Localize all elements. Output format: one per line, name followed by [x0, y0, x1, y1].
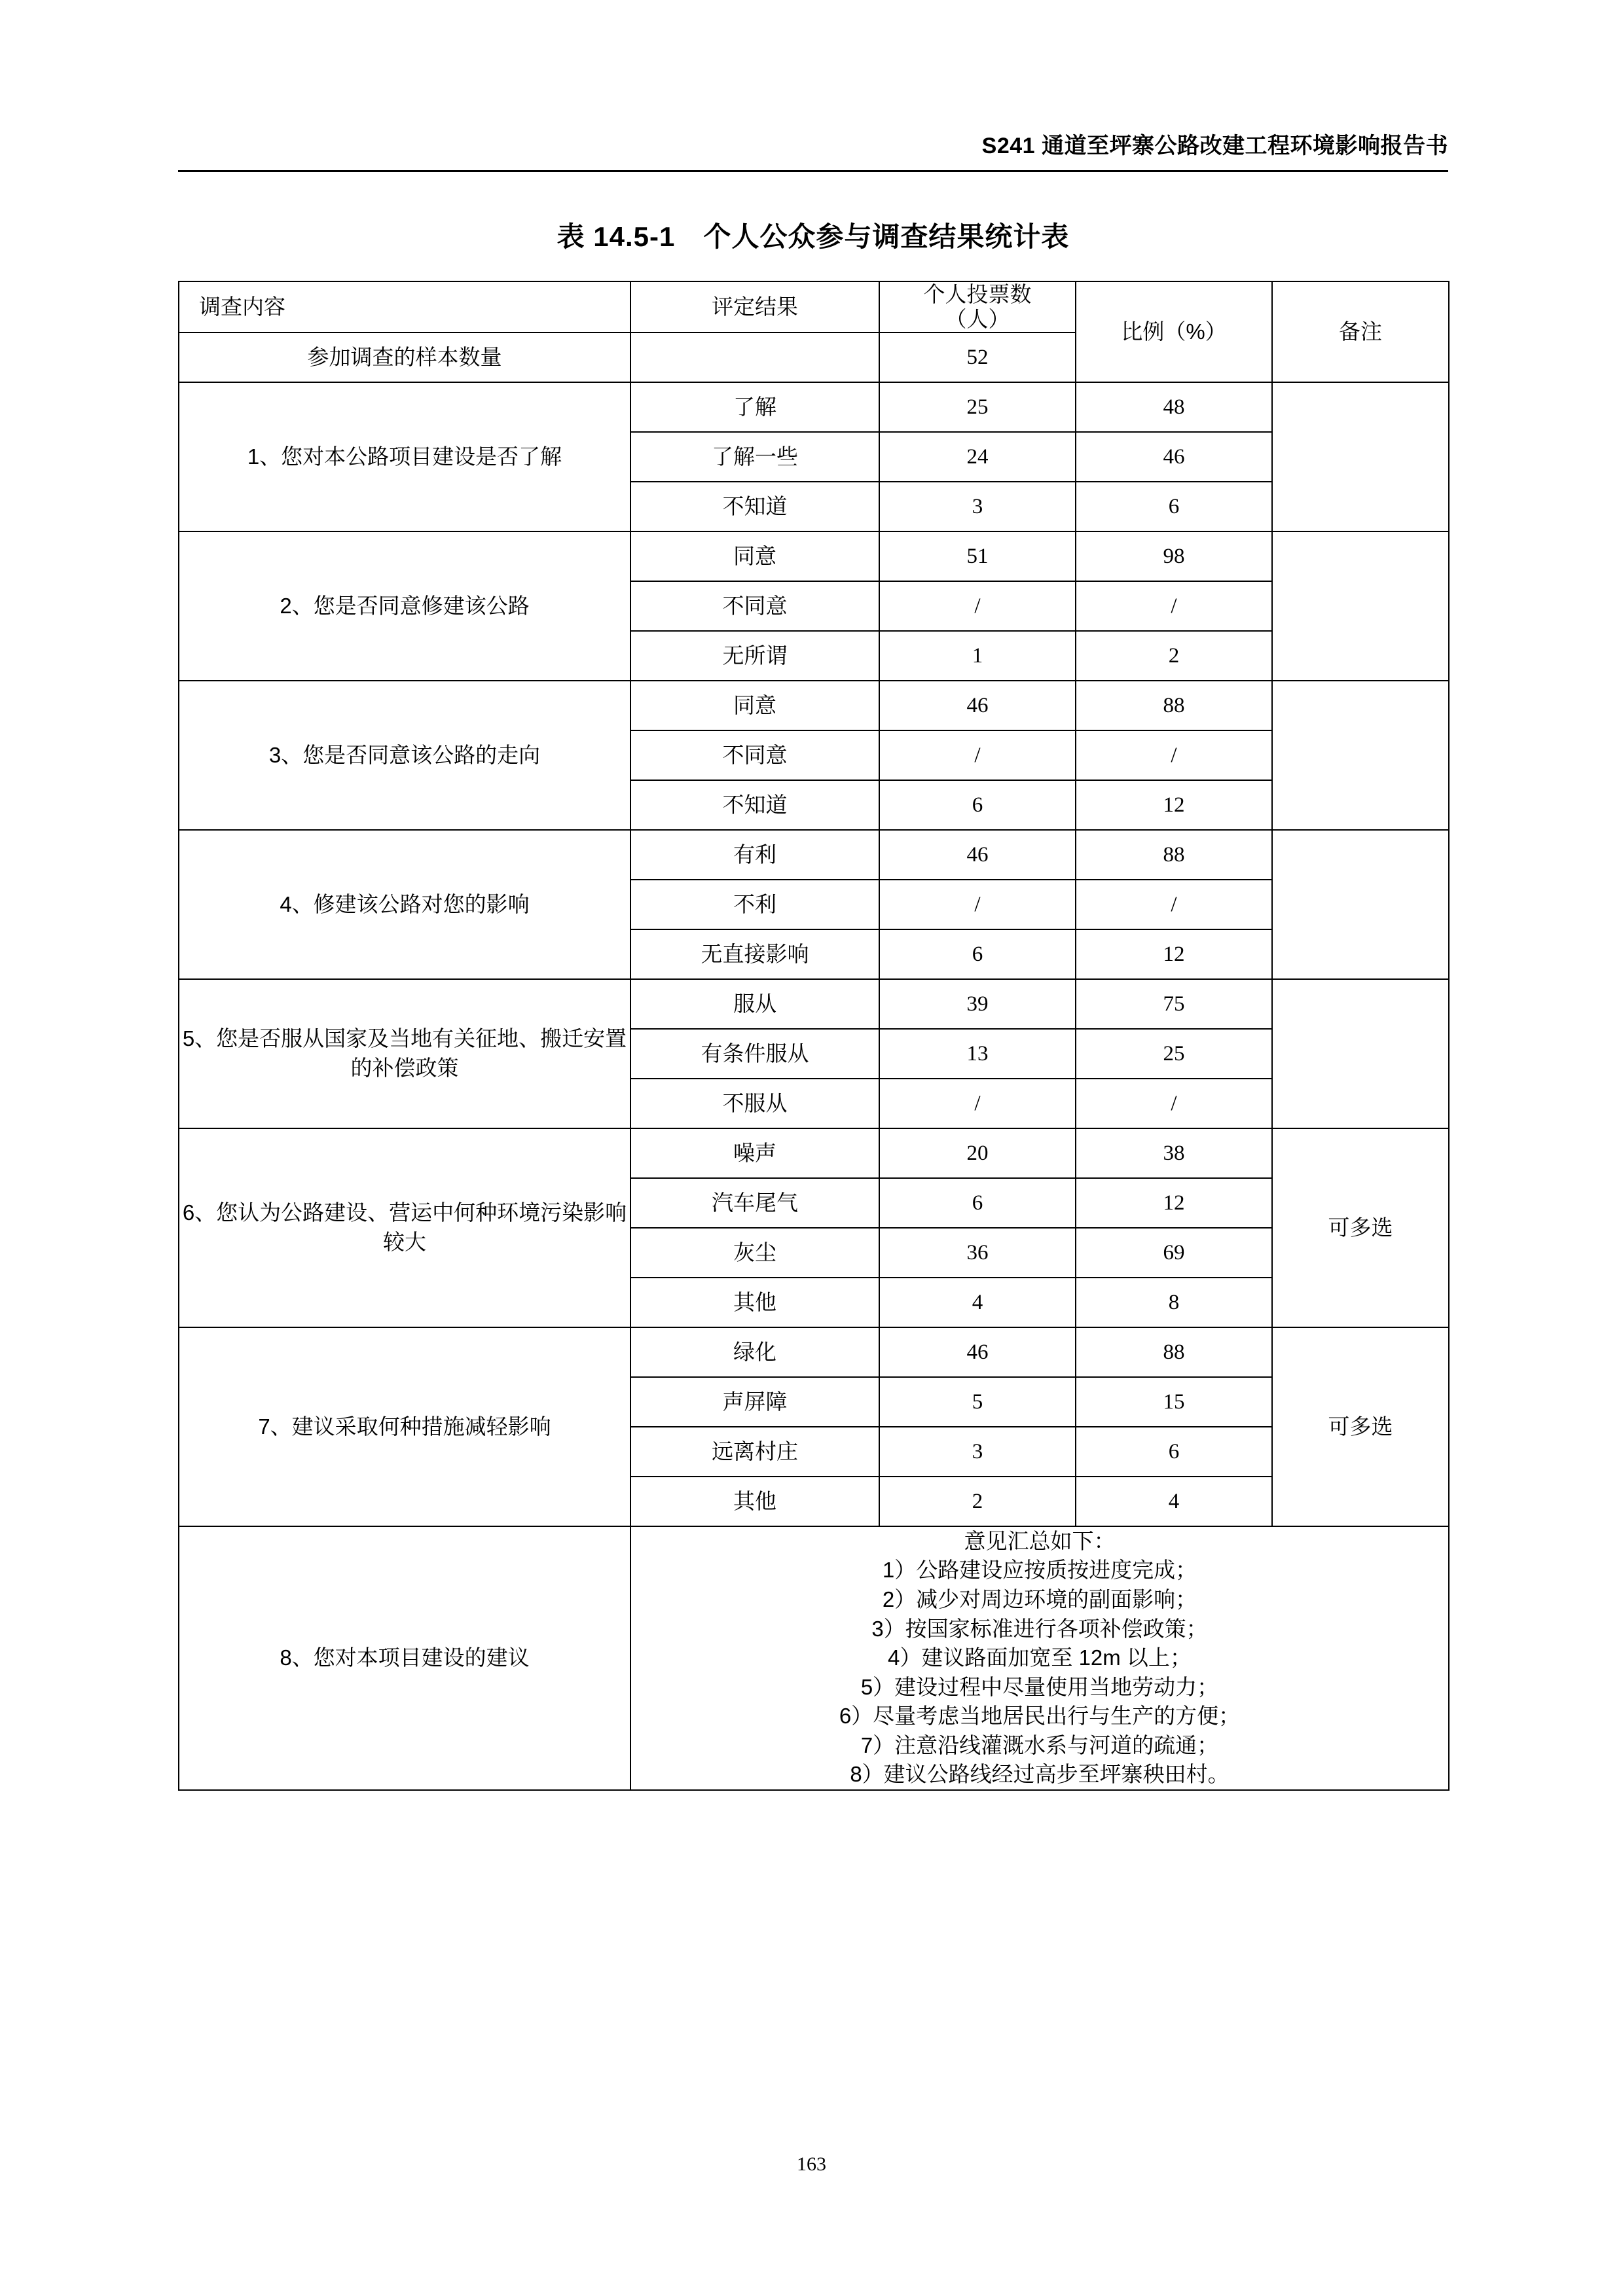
option-result: 了解一些: [630, 432, 879, 482]
option-result: 不服从: [630, 1079, 879, 1128]
question-note: [1272, 830, 1449, 979]
suggestion-line: 1）公路建设应按质按进度完成；: [882, 1558, 1197, 1583]
option-result: 汽车尾气: [630, 1178, 879, 1228]
option-votes: 4: [879, 1278, 1076, 1327]
option-ratio: /: [1076, 730, 1272, 780]
option-ratio: 48: [1076, 382, 1272, 432]
option-votes: 46: [879, 681, 1076, 730]
table-row: [179, 681, 1449, 730]
table-row: [179, 531, 1449, 581]
sample-size-votes: 52: [879, 332, 1076, 382]
option-ratio: 88: [1076, 830, 1272, 880]
header-divider: [178, 170, 1448, 172]
question-note: 可多选: [1272, 1327, 1449, 1526]
option-result: 噪声: [630, 1128, 879, 1178]
table-row: [179, 1128, 1449, 1178]
option-votes: 6: [879, 929, 1076, 979]
option-ratio: 4: [1076, 1477, 1272, 1526]
option-ratio: 88: [1076, 681, 1272, 730]
option-result: 灰尘: [630, 1228, 879, 1278]
option-ratio: 6: [1076, 482, 1272, 531]
question-label: 7、建议采取何种措施减轻影响: [179, 1327, 630, 1526]
question-label: 2、您是否同意修建该公路: [179, 531, 630, 681]
suggestion-line: 8）建议公路线经过高步至坪寨秧田村。: [850, 1762, 1230, 1787]
option-votes: 1: [879, 631, 1076, 681]
suggestion-line: 5）建设过程中尽量使用当地劳动力；: [860, 1674, 1219, 1699]
option-votes: 6: [879, 1178, 1076, 1228]
option-result: 无所谓: [630, 631, 879, 681]
suggestion-line: 意见汇总如下：: [964, 1528, 1116, 1553]
table-title: 表 14.5-1 个人公众参与调查结果统计表: [556, 221, 1070, 252]
option-result: 其他: [630, 1477, 879, 1526]
question-label: 8、您对本项目建设的建议: [179, 1526, 630, 1790]
sample-size-blank: [630, 332, 879, 382]
col-header-result: 评定结果: [630, 281, 879, 332]
suggestion-line: 3）按国家标准进行各项补偿政策；: [871, 1616, 1208, 1641]
question-note: [1272, 979, 1449, 1128]
question-label: 6、您认为公路建设、营运中何种环境污染影响较大: [179, 1128, 630, 1327]
option-ratio: 88: [1076, 1327, 1272, 1377]
option-result: 服从: [630, 979, 879, 1029]
table-row: [179, 1327, 1449, 1377]
table-row: [179, 830, 1449, 880]
option-result: 有条件服从: [630, 1029, 879, 1079]
option-votes: /: [879, 880, 1076, 929]
suggestion-line: 4）建议路面加宽至 12m 以上；: [888, 1645, 1192, 1670]
table-row-suggestions: [179, 1526, 1449, 1790]
option-ratio: 25: [1076, 1029, 1272, 1079]
col-header-content: 调查内容: [179, 281, 630, 332]
option-result: 远离村庄: [630, 1427, 879, 1477]
running-header: [178, 0, 1448, 160]
question-label: 5、您是否服从国家及当地有关征地、搬迁安置的补偿政策: [179, 979, 630, 1128]
option-votes: 36: [879, 1228, 1076, 1278]
option-votes: 3: [879, 482, 1076, 531]
option-result: 其他: [630, 1278, 879, 1327]
option-votes: 24: [879, 432, 1076, 482]
option-votes: 25: [879, 382, 1076, 432]
option-votes: 39: [879, 979, 1076, 1029]
option-ratio: /: [1076, 880, 1272, 929]
table-row: [179, 979, 1449, 1029]
option-result: 同意: [630, 681, 879, 730]
option-ratio: 12: [1076, 929, 1272, 979]
option-result: 不同意: [630, 730, 879, 780]
option-result: 不知道: [630, 780, 879, 830]
question-note: [1272, 681, 1449, 830]
option-result: 不利: [630, 880, 879, 929]
col-header-note: 备注: [1272, 281, 1449, 382]
question-label: 3、您是否同意该公路的走向: [179, 681, 630, 830]
option-ratio: 15: [1076, 1377, 1272, 1427]
col-header-votes-line2: （人）: [945, 306, 1010, 331]
option-ratio: 38: [1076, 1128, 1272, 1178]
option-ratio: 6: [1076, 1427, 1272, 1477]
suggestion-line: 6）尽量考虑当地居民出行与生产的方便；: [839, 1704, 1241, 1729]
option-ratio: 2: [1076, 631, 1272, 681]
option-votes: 6: [879, 780, 1076, 830]
table-row: [179, 382, 1449, 432]
table-header-row: [179, 281, 1449, 332]
option-ratio: /: [1076, 581, 1272, 631]
option-votes: 20: [879, 1128, 1076, 1178]
option-result: 有利: [630, 830, 879, 880]
option-votes: 3: [879, 1427, 1076, 1477]
option-votes: 5: [879, 1377, 1076, 1427]
question-label: 4、修建该公路对您的影响: [179, 830, 630, 979]
option-ratio: 8: [1076, 1278, 1272, 1327]
question-label: 1、您对本公路项目建设是否了解: [179, 382, 630, 531]
option-result: 不知道: [630, 482, 879, 531]
suggestion-line: 2）减少对周边环境的副面影响；: [882, 1587, 1197, 1611]
option-votes: 2: [879, 1477, 1076, 1526]
option-ratio: 69: [1076, 1228, 1272, 1278]
option-ratio: 12: [1076, 780, 1272, 830]
option-result: 同意: [630, 531, 879, 581]
question-note: [1272, 531, 1449, 681]
option-result: 了解: [630, 382, 879, 432]
option-votes: /: [879, 581, 1076, 631]
col-header-votes: [879, 281, 1076, 332]
option-votes: 46: [879, 830, 1076, 880]
option-result: 无直接影响: [630, 929, 879, 979]
option-result: 不同意: [630, 581, 879, 631]
option-ratio: 75: [1076, 979, 1272, 1029]
option-result: 绿化: [630, 1327, 879, 1377]
survey-results-table: [178, 281, 1450, 1791]
question-note: 可多选: [1272, 1128, 1449, 1327]
option-votes: 13: [879, 1029, 1076, 1079]
option-votes: 46: [879, 1327, 1076, 1377]
suggestions-cell: [630, 1526, 1449, 1790]
option-ratio: 98: [1076, 531, 1272, 581]
sample-size-label: 参加调查的样本数量: [179, 332, 630, 382]
option-votes: /: [879, 1079, 1076, 1128]
option-result: 声屏障: [630, 1377, 879, 1427]
page-number: 163: [797, 2153, 826, 2175]
option-votes: 51: [879, 531, 1076, 581]
col-header-ratio: 比例（%）: [1076, 281, 1272, 382]
option-ratio: 46: [1076, 432, 1272, 482]
col-header-votes-line1: 个人投票数: [923, 282, 1032, 306]
running-header-text: S241 通道至坪寨公路改建工程环境影响报告书: [981, 134, 1448, 158]
suggestion-line: 7）注意沿线灌溉水系与河道的疏通；: [860, 1732, 1219, 1757]
question-note: [1272, 382, 1449, 531]
option-ratio: 12: [1076, 1178, 1272, 1228]
option-votes: /: [879, 730, 1076, 780]
option-ratio: /: [1076, 1079, 1272, 1128]
page-content: [178, 0, 1448, 1791]
